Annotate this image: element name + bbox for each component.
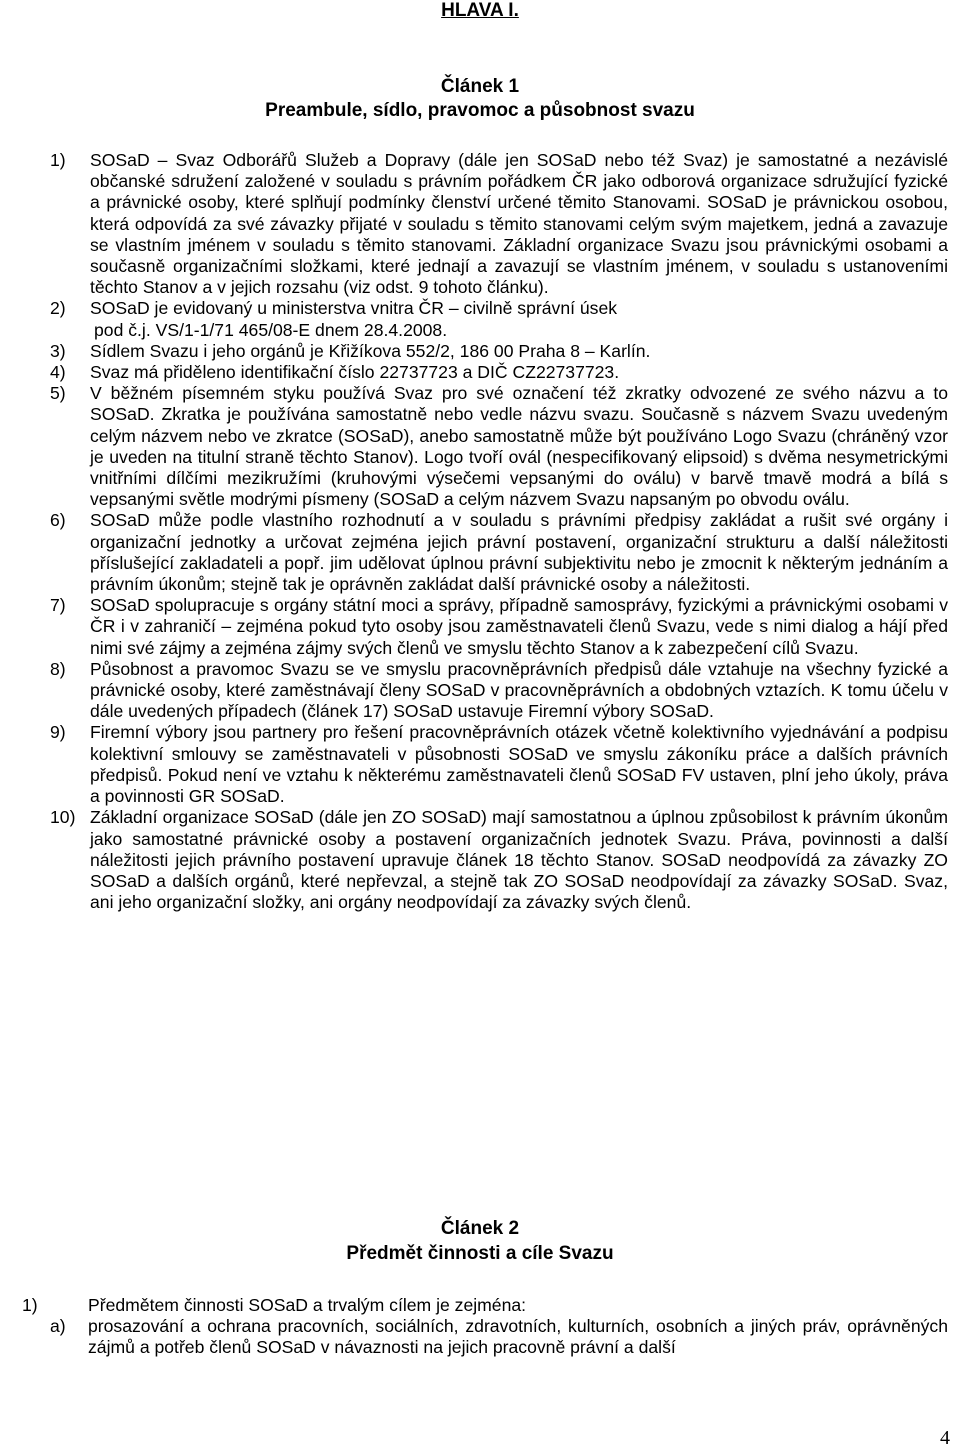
item-number: 5) — [50, 383, 66, 404]
article-1-number: Článek 1 — [440, 76, 520, 97]
item-text: SOSaD – Svaz Odborářů Služeb a Dopravy (dále jen SOSaD nebo též Svaz) je samostatné a nezávislé občanské sdružení založené v souladu s právním pořádkem ČR jako odborová organizace sdružující fyzické a právnické osoby, které splňují podmínky členství určené těmito Stanovami. SOSaD je právnickou osobou, která odpovídá za své závazky přijaté v souladu s těmito stanovami celým svým majetkem, jedná a zavazuje se vlastním jménem v souladu s těmito stanovami. Základní organizace Svazu jsou právnickými osobami a současně organizačními složkami, které jednají a zavazují se vlastním jménem, v souladu s ustanoveními těchto Stanov a v jejich rozsahu (viz odst. 9 tohoto článku). — [90, 150, 948, 298]
list-item — [0, 383, 960, 510]
item-text: Firemní výbory jsou partnery pro řešení pracovněprávních otázek včetně kolektivního vyjednávání a podpisu kolektivní smlouvy se zaměstnavateli v působnosti SOSaD ve smyslu zákoníku práce a dalších právních předpisů. Pokud není ve vztahu k některému zaměstnavateli členů SOSaD FV ustaven, plní jeho úkoly, práva a povinnosti GR SOSaD. — [90, 722, 948, 807]
item-text: V běžném písemném styku používá Svaz pro své označení též zkratky odvozené ze svého názvu a to SOSaD. Zkratka je používána samostatně nebo vedle názvu svazu. Současně s názvem Svazu uvedeným celým názvem nebo ve zkratce (SOSaD), anebo samostatně může být používáno Logo Svazu (chráněný vzor je uveden na titulní straně těchto Stanov). Logo tvoří ovál (nespecifikovaný elipsoid) s dvěma nesymetrickými vnitřními dílčími mezikružími (kruhovými výsečemi vepsanými do oválu) v barvě tmavě modrá a bílá s vepsanými světle modrými písmeny (SOSaD a celým názvem Svazu napsaným po obvodu oválu. — [90, 383, 948, 510]
item-number: 1) — [50, 150, 66, 170]
article-2-number: Článek 2 — [440, 1218, 520, 1239]
item-letter: a) — [50, 1316, 66, 1337]
list-item — [0, 1316, 960, 1358]
item-text: Svaz má přiděleno identifikační číslo 22737723 a DIČ CZ22737723. — [90, 362, 620, 383]
list-item — [0, 298, 960, 340]
item-text: Předmětem činnosti SOSaD a trvalým cílem je zejména: — [88, 1295, 527, 1315]
item-text: SOSaD je evidovaný u ministerstva vnitra ČR – civilně správní úsek — [90, 298, 618, 319]
item-text: Sídlem Svazu i jeho orgánů je Křižíkova 552/2, 186 00 Praha 8 – Karlín. — [90, 340, 651, 361]
list-item — [0, 362, 960, 383]
list-item — [0, 510, 960, 595]
article-2-title: Předmět činnosti a cíle Svazu — [346, 1243, 614, 1264]
item-number: 10) — [50, 807, 76, 828]
item-number: 6) — [50, 510, 66, 531]
item-number: 3) — [50, 340, 66, 361]
article-2-list — [0, 1295, 960, 1359]
page-number: 4 — [940, 1427, 950, 1449]
list-item — [0, 341, 960, 362]
item-text-continuation: pod č.j. VS/1-1/71 465/08-E dnem 28.4.2008. — [94, 319, 448, 340]
article-1-title: Preambule, sídlo, pravomoc a působnost svazu — [265, 100, 695, 121]
list-item — [0, 659, 960, 723]
list-item — [0, 722, 960, 807]
list-item — [0, 150, 960, 298]
item-text: SOSaD spolupracuje s orgány státní moci a správy, případně samosprávy, fyzickými a právnickými osobami v ČR i v zahraničí – zejména pokud tyto osoby jsou zaměstnavateli členů Svazu, vede s nimi dialog a hájí před nimi své zájmy a zejména zájmy svých členů ve smyslu těchto Stanov a k zabezpečení cílů Svazu. — [90, 595, 948, 658]
item-number: 7) — [50, 595, 66, 616]
list-item — [0, 807, 960, 913]
list-item — [0, 1295, 960, 1316]
item-text: Základní organizace SOSaD (dále jen ZO SOSaD) mají samostatnou a úplnou způsobilost k právním úkonům jako samostatné právnické osoby a postavení organizačních jednotek Svazu. Práva, povinnosti a další náležitosti jejich právního postavení upravuje článek 18 těchto Stanov. SOSaD neodpovídá za závazky ZO SOSaD a dalších orgánů, které nepřevzal, a stejně tak ZO SOSaD neodpovídají za závazky SOSaD. Svaz, ani jeho organizační složky, ani orgány neodpovídají za závazky svých členů. — [90, 807, 948, 913]
item-text: Působnost a pravomoc Svazu se ve smyslu pracovněprávních předpisů dále vztahuje na všechny fyzické a právnické osoby, které zaměstnávají členy SOSaD v pracovněprávních a obdobných vztazích. K tomu účelu v dále uvedených případech (článek 17) SOSaD ustavuje Firemní výbory SOSaD. — [90, 658, 948, 722]
list-item — [0, 595, 960, 659]
item-number: 1) — [22, 1295, 38, 1315]
item-number: 4) — [50, 362, 66, 383]
item-number: 8) — [50, 658, 66, 679]
chapter-title: HLAVA I. — [441, 0, 519, 21]
item-number: 9) — [50, 722, 66, 743]
article-1-list — [0, 150, 960, 913]
item-number: 2) — [50, 298, 66, 319]
item-text: SOSaD může podle vlastního rozhodnutí a v souladu s právními předpisy zakládat a rušit své orgány i organizační jednotky a určovat zejména jejich právní postavení, organizační strukturu a další náležitosti příslušející zakladateli a popř. jim udělovat úplnou právní subjektivitu nebo je zmocnit k některým jednáním a právním úkonům; stejně tak je oprávněn zakládat další právnické osoby a náležitosti. — [90, 510, 948, 595]
item-text: prosazování a ochrana pracovních, sociálních, zdravotních, kulturních, osobních a jiných práv, oprávněných zájmů a potřeb členů SOSaD v návaznosti na jejich pracovně právní a další — [88, 1316, 948, 1358]
